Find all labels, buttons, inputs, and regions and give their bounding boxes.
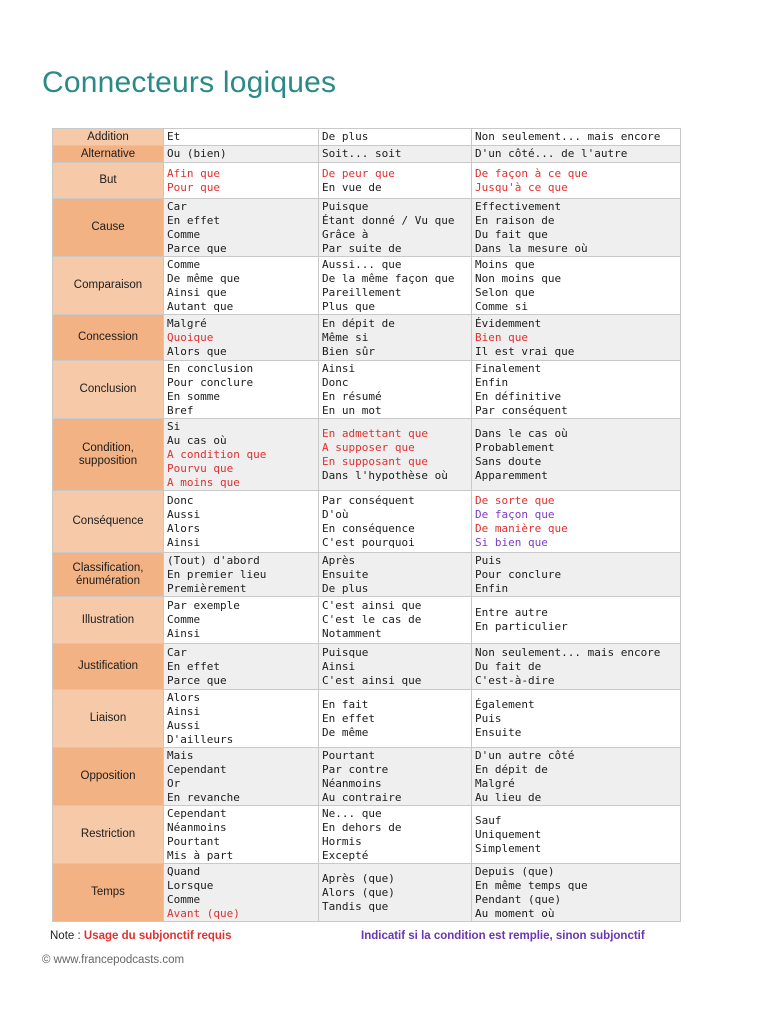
connector-item: Depuis (que) <box>475 864 555 878</box>
connector-item: Pareillement <box>322 285 402 299</box>
connector-item: En même temps que <box>475 878 588 892</box>
connector-item: Aussi <box>167 718 201 732</box>
connector-cell <box>319 644 472 690</box>
page-title: Connecteurs logiques <box>42 66 337 99</box>
connector-item: Aussi <box>167 507 201 521</box>
connector-cell <box>164 864 319 922</box>
connector-item: Non seulement... mais encore <box>475 645 661 659</box>
connector-cell <box>472 690 681 748</box>
connector-item: Car <box>167 199 187 213</box>
connector-item: Ainsi <box>322 361 356 375</box>
connector-item: En conclusion <box>167 361 254 375</box>
connector-item: Au moment où <box>475 906 555 920</box>
connector-item: Ensuite <box>322 567 369 581</box>
connector-item: Grâce à <box>322 227 369 241</box>
connector-item: C'est-à-dire <box>475 673 555 687</box>
connector-item: De plus <box>322 581 369 595</box>
connector-item: De même <box>322 725 369 739</box>
table-row <box>53 864 681 922</box>
connector-item: Après (que) <box>322 871 395 885</box>
note-red-text: Usage du subjonctif requis <box>83 930 232 942</box>
table-body <box>53 129 681 922</box>
category-cell: Conséquence <box>53 491 164 553</box>
connector-item: Pendant (que) <box>475 892 562 906</box>
note-indicatif: Indicatif si la condition est remplie, sinon subjonctif <box>361 930 645 942</box>
connector-cell <box>164 597 319 644</box>
table-row <box>53 553 681 597</box>
connector-item: En particulier <box>475 620 568 633</box>
connector-item: En effet <box>322 711 375 725</box>
connector-item: C'est ainsi que <box>322 673 422 687</box>
table-row <box>53 748 681 806</box>
connector-item: De même que <box>167 271 240 285</box>
connector-item: Mais <box>167 748 194 762</box>
connector-item: Puis <box>475 711 502 725</box>
connector-cell <box>319 864 472 922</box>
connector-item: Finalement <box>475 361 542 375</box>
connector-item: Entre autre <box>475 606 548 619</box>
connector-item: Ne... que <box>322 806 382 820</box>
connector-cell <box>164 199 319 257</box>
connector-item: De plus <box>322 130 369 143</box>
connector-item: Tandis que <box>322 899 389 913</box>
connector-item: Sauf <box>475 813 502 827</box>
connector-item: Sans doute <box>475 454 542 468</box>
connector-cell <box>319 553 472 597</box>
connector-cell <box>472 644 681 690</box>
connector-item: Du fait que <box>475 227 548 241</box>
connector-item: Comme <box>167 613 201 626</box>
connector-item: Alors (que) <box>322 885 395 899</box>
connector-item: Au contraire <box>322 790 402 804</box>
connector-item: Comme si <box>475 299 528 313</box>
connector-item: Néanmoins <box>167 820 227 834</box>
connector-item: Ainsi <box>167 704 201 718</box>
connector-cell <box>164 163 319 199</box>
connector-cell <box>472 597 681 644</box>
connector-cell <box>164 129 319 146</box>
connector-item: Cependant <box>167 806 227 820</box>
table-row <box>53 597 681 644</box>
connector-item: Bien sûr <box>322 344 375 358</box>
connector-item: De façon à ce que <box>475 166 588 180</box>
table-row <box>53 806 681 864</box>
connector-item: Afin que <box>167 166 220 180</box>
connector-item: Jusqu'à ce que <box>475 180 568 194</box>
connector-item: Probablement <box>475 440 555 454</box>
connector-cell <box>164 553 319 597</box>
category-cell: Temps <box>53 864 164 922</box>
connector-cell <box>164 146 319 163</box>
connector-item: Avant (que) <box>167 906 240 920</box>
connector-item: Ensuite <box>475 725 522 739</box>
connector-cell <box>472 748 681 806</box>
connector-item: Parce que <box>167 241 227 255</box>
connector-item: Par suite de <box>322 241 402 255</box>
connector-cell <box>472 806 681 864</box>
category-cell: Justification <box>53 644 164 690</box>
category-cell: Classification, énumération <box>53 553 164 597</box>
connector-item: Apparemment <box>475 468 548 482</box>
table-row <box>53 129 681 146</box>
connector-cell <box>472 864 681 922</box>
connector-cell <box>472 315 681 361</box>
connector-item: D'un côté... de l'autre <box>475 147 628 160</box>
connector-item: En raison de <box>475 213 555 227</box>
connector-item: En effet <box>167 213 220 227</box>
connector-item: Excepté <box>322 848 369 862</box>
connector-item: Même si <box>322 330 369 344</box>
connector-cell <box>319 257 472 315</box>
connector-item: Pour que <box>167 180 220 194</box>
connector-item: Mis à part <box>167 848 234 862</box>
connector-item: A moins que <box>167 475 240 489</box>
connector-item: Étant donné / Vu que <box>322 213 455 227</box>
connector-cell <box>472 129 681 146</box>
connector-cell <box>164 806 319 864</box>
connector-item: En admettant que <box>322 426 428 440</box>
category-cell: Conclusion <box>53 361 164 419</box>
connector-item: Dans l'hypothèse où <box>322 468 448 482</box>
connector-item: Pour conclure <box>167 375 254 389</box>
connector-item: D'où <box>322 507 349 521</box>
connector-item: Par exemple <box>167 599 240 612</box>
connector-cell <box>319 129 472 146</box>
connector-item: De manière que <box>475 521 568 535</box>
connector-cell <box>472 199 681 257</box>
connector-item: C'est ainsi que <box>322 599 422 612</box>
connector-item: A condition que <box>167 447 267 461</box>
connector-item: Par conséquent <box>475 403 568 417</box>
connector-item: Par contre <box>322 762 389 776</box>
connector-item: En dépit de <box>322 316 395 330</box>
connector-item: Uniquement <box>475 827 542 841</box>
connector-item: Dans le cas où <box>475 426 568 440</box>
connector-item: Lorsque <box>167 878 214 892</box>
connector-item: Donc <box>322 375 349 389</box>
table-row <box>53 257 681 315</box>
connector-item: D'un autre côté <box>475 748 575 762</box>
table-row <box>53 491 681 553</box>
connector-item: En fait <box>322 697 369 711</box>
connector-item: De façon que <box>475 507 555 521</box>
connector-item: Non seulement... mais encore <box>475 130 661 143</box>
connector-item: En dépit de <box>475 762 548 776</box>
connector-item: Parce que <box>167 673 227 687</box>
connector-item: Notamment <box>322 627 382 640</box>
connector-cell <box>319 199 472 257</box>
connector-item: Puis <box>475 553 502 567</box>
connector-item: Simplement <box>475 841 542 855</box>
connector-item: Car <box>167 645 187 659</box>
connector-cell <box>472 361 681 419</box>
connector-item: Premièrement <box>167 581 247 595</box>
connector-item: Par conséquent <box>322 493 415 507</box>
connector-cell <box>164 257 319 315</box>
connector-item: Pourvu que <box>167 461 234 475</box>
connector-item: Quand <box>167 864 201 878</box>
connector-item: En supposant que <box>322 454 428 468</box>
connector-item: Autant que <box>167 299 234 313</box>
connector-item: Malgré <box>167 316 207 330</box>
category-cell: Addition <box>53 129 164 146</box>
connector-item: Il est vrai que <box>475 344 575 358</box>
connector-item: Pourtant <box>322 748 375 762</box>
connector-item: Enfin <box>475 375 509 389</box>
connector-item: En premier lieu <box>167 567 267 581</box>
connector-item: Hormis <box>322 834 362 848</box>
connector-item: Ou (bien) <box>167 147 227 160</box>
connector-cell <box>164 491 319 553</box>
connector-cell <box>164 315 319 361</box>
connector-item: Comme <box>167 227 201 241</box>
connector-cell <box>164 419 319 491</box>
note-subjonctif <box>50 930 232 942</box>
category-cell: Condition, supposition <box>53 419 164 491</box>
connector-cell <box>472 146 681 163</box>
connector-item: Puisque <box>322 199 369 213</box>
connector-item: Non moins que <box>475 271 562 285</box>
table-row <box>53 419 681 491</box>
connector-cell <box>472 163 681 199</box>
connector-cell <box>164 748 319 806</box>
connector-cell <box>164 361 319 419</box>
connector-item: Ainsi <box>167 535 201 549</box>
connector-item: De la même façon que <box>322 271 455 285</box>
connector-item: (Tout) d'abord <box>167 553 260 567</box>
connector-item: Ainsi <box>322 659 356 673</box>
connector-item: Plus que <box>322 299 375 313</box>
connector-item: En conséquence <box>322 521 415 535</box>
connector-item: Puisque <box>322 645 369 659</box>
connector-item: En effet <box>167 659 220 673</box>
table-row <box>53 644 681 690</box>
connector-cell <box>164 690 319 748</box>
connector-cell <box>472 419 681 491</box>
connector-item: D'ailleurs <box>167 732 234 746</box>
connector-item: Malgré <box>475 776 515 790</box>
connector-item: Donc <box>167 493 194 507</box>
connector-cell <box>319 315 472 361</box>
connector-item: Également <box>475 697 535 711</box>
connector-item: En vue de <box>322 180 382 194</box>
connector-item: Si <box>167 419 181 433</box>
connector-cell <box>472 491 681 553</box>
table-row <box>53 146 681 163</box>
connector-item: En dehors de <box>322 820 402 834</box>
connector-item: Pourtant <box>167 834 220 848</box>
connector-item: Pour conclure <box>475 567 562 581</box>
connector-item: En somme <box>167 389 220 403</box>
connector-item: Bien que <box>475 330 528 344</box>
note-prefix: Note : <box>50 930 81 942</box>
connector-item: Enfin <box>475 581 509 595</box>
connector-item: Néanmoins <box>322 776 382 790</box>
connector-item: Au lieu de <box>475 790 542 804</box>
footer-copyright: © www.francepodcasts.com <box>42 954 185 966</box>
connector-item: Selon que <box>475 285 535 299</box>
connector-item: En revanche <box>167 790 240 804</box>
connector-item: Quoique <box>167 330 214 344</box>
category-cell: Cause <box>53 199 164 257</box>
category-cell: Comparaison <box>53 257 164 315</box>
connector-cell <box>472 553 681 597</box>
category-cell: Restriction <box>53 806 164 864</box>
table-row <box>53 690 681 748</box>
category-cell: But <box>53 163 164 199</box>
connector-item: Cependant <box>167 762 227 776</box>
connector-item: En définitive <box>475 389 562 403</box>
connector-item: Aussi... que <box>322 257 402 271</box>
connector-cell <box>319 597 472 644</box>
connector-cell <box>319 163 472 199</box>
category-cell: Opposition <box>53 748 164 806</box>
connector-item: Alors <box>167 521 201 535</box>
connector-item: De sorte que <box>475 493 555 507</box>
connector-cell <box>319 491 472 553</box>
connecteurs-table <box>52 128 681 922</box>
connector-cell <box>319 419 472 491</box>
connector-cell <box>319 361 472 419</box>
connector-item: En un mot <box>322 403 382 417</box>
connector-item: Bref <box>167 403 194 417</box>
table-row <box>53 315 681 361</box>
table-row <box>53 199 681 257</box>
connector-item: A supposer que <box>322 440 415 454</box>
connector-cell <box>319 806 472 864</box>
connector-item: Soit... soit <box>322 147 402 160</box>
connector-item: Or <box>167 776 181 790</box>
connector-item: Effectivement <box>475 199 562 213</box>
connector-item: En résumé <box>322 389 382 403</box>
table-row <box>53 361 681 419</box>
connector-cell <box>319 690 472 748</box>
connector-item: C'est le cas de <box>322 613 422 626</box>
connector-item: C'est pourquoi <box>322 535 415 549</box>
connector-item: Moins que <box>475 257 535 271</box>
category-cell: Alternative <box>53 146 164 163</box>
connector-item: De peur que <box>322 166 395 180</box>
connector-item: Au cas où <box>167 433 227 447</box>
connector-cell <box>472 257 681 315</box>
connector-item: Et <box>167 130 181 143</box>
connector-item: Comme <box>167 892 201 906</box>
connector-item: Alors que <box>167 344 227 358</box>
connector-cell <box>319 146 472 163</box>
connector-item: Ainsi <box>167 627 201 640</box>
connector-item: Après <box>322 553 356 567</box>
category-cell: Concession <box>53 315 164 361</box>
connector-item: Si bien que <box>475 535 548 549</box>
connector-item: Alors <box>167 690 201 704</box>
connector-cell <box>164 644 319 690</box>
connector-cell <box>319 748 472 806</box>
connector-item: Du fait de <box>475 659 542 673</box>
table-row <box>53 163 681 199</box>
category-cell: Liaison <box>53 690 164 748</box>
connector-item: Comme <box>167 257 201 271</box>
connector-item: Évidemment <box>475 316 542 330</box>
connector-item: Ainsi que <box>167 285 227 299</box>
category-cell: Illustration <box>53 597 164 644</box>
connector-item: Dans la mesure où <box>475 241 588 255</box>
